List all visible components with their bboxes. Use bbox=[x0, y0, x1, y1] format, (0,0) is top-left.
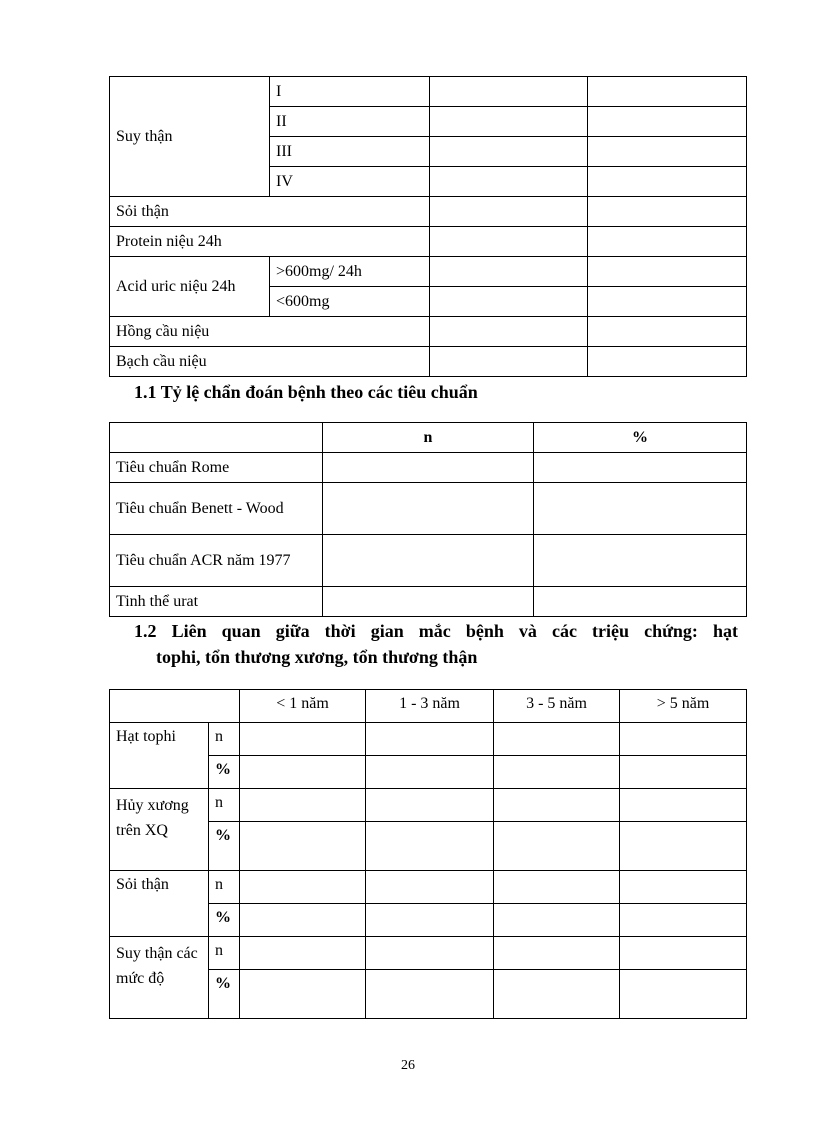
section-number: 1.1 bbox=[134, 382, 157, 402]
acid-uric-level: >600mg/ 24h bbox=[270, 257, 430, 287]
duration-table bbox=[109, 689, 747, 1019]
group-label: Hủy xương trên XQ bbox=[110, 789, 209, 871]
n-label: n bbox=[209, 871, 240, 904]
pct-label: % bbox=[209, 822, 240, 871]
criteria-table bbox=[109, 422, 747, 617]
section-number: 1.2 bbox=[134, 621, 157, 641]
group-label: Hạt tophi bbox=[110, 723, 209, 789]
suy-than-level: IV bbox=[270, 167, 430, 197]
duration-header: > 5 năm bbox=[620, 690, 747, 723]
protein-label: Protein niệu 24h bbox=[110, 227, 430, 257]
criteria-header-pct: % bbox=[534, 423, 747, 453]
criteria-header-blank bbox=[110, 423, 323, 453]
suy-than-level: III bbox=[270, 137, 430, 167]
criteria-row-label: Tiêu chuẩn Rome bbox=[110, 453, 323, 483]
criteria-row-label: Tiêu chuẩn Benett - Wood bbox=[110, 483, 323, 535]
section-title-line-1: Liên quan giữa thời gian mắc bệnh và các triệu chứng: hạt bbox=[171, 621, 738, 641]
duration-header: < 1 năm bbox=[240, 690, 366, 723]
criteria-row-label: Tiêu chuẩn ACR năm 1977 bbox=[110, 535, 323, 587]
section-title: Tỷ lệ chẩn đoán bệnh theo các tiêu chuẩn bbox=[160, 382, 478, 402]
acid-uric-level: <600mg bbox=[270, 287, 430, 317]
n-label: n bbox=[209, 789, 240, 822]
group-label: Sỏi thận bbox=[110, 871, 209, 937]
pct-label: % bbox=[209, 970, 240, 1019]
n-label: n bbox=[209, 723, 240, 756]
criteria-row-label: Tinh thể urat bbox=[110, 587, 323, 617]
suy-than-label: Suy thận bbox=[110, 77, 270, 197]
criteria-header-n: n bbox=[323, 423, 534, 453]
acid-uric-label: Acid uric niệu 24h bbox=[110, 257, 270, 317]
suy-than-level: II bbox=[270, 107, 430, 137]
section-title-line-2: tophi, tổn thương xương, tổn thương thận bbox=[156, 647, 478, 667]
section-heading-1-2 bbox=[134, 618, 738, 670]
pct-label: % bbox=[209, 904, 240, 937]
suy-than-level: I bbox=[270, 77, 430, 107]
duration-header: 3 - 5 năm bbox=[494, 690, 620, 723]
n-label: n bbox=[209, 937, 240, 970]
pct-label: % bbox=[209, 756, 240, 789]
kidney-table bbox=[109, 76, 747, 377]
bach-cau-label: Bạch cầu niệu bbox=[110, 347, 430, 377]
soi-than-label: Sỏi thận bbox=[110, 197, 430, 227]
page-number: 26 bbox=[401, 1058, 415, 1073]
group-label: Suy thận các mức độ bbox=[110, 937, 209, 1019]
duration-header: 1 - 3 năm bbox=[366, 690, 494, 723]
section-heading-1-1 bbox=[134, 379, 478, 405]
hong-cau-label: Hồng cầu niệu bbox=[110, 317, 430, 347]
